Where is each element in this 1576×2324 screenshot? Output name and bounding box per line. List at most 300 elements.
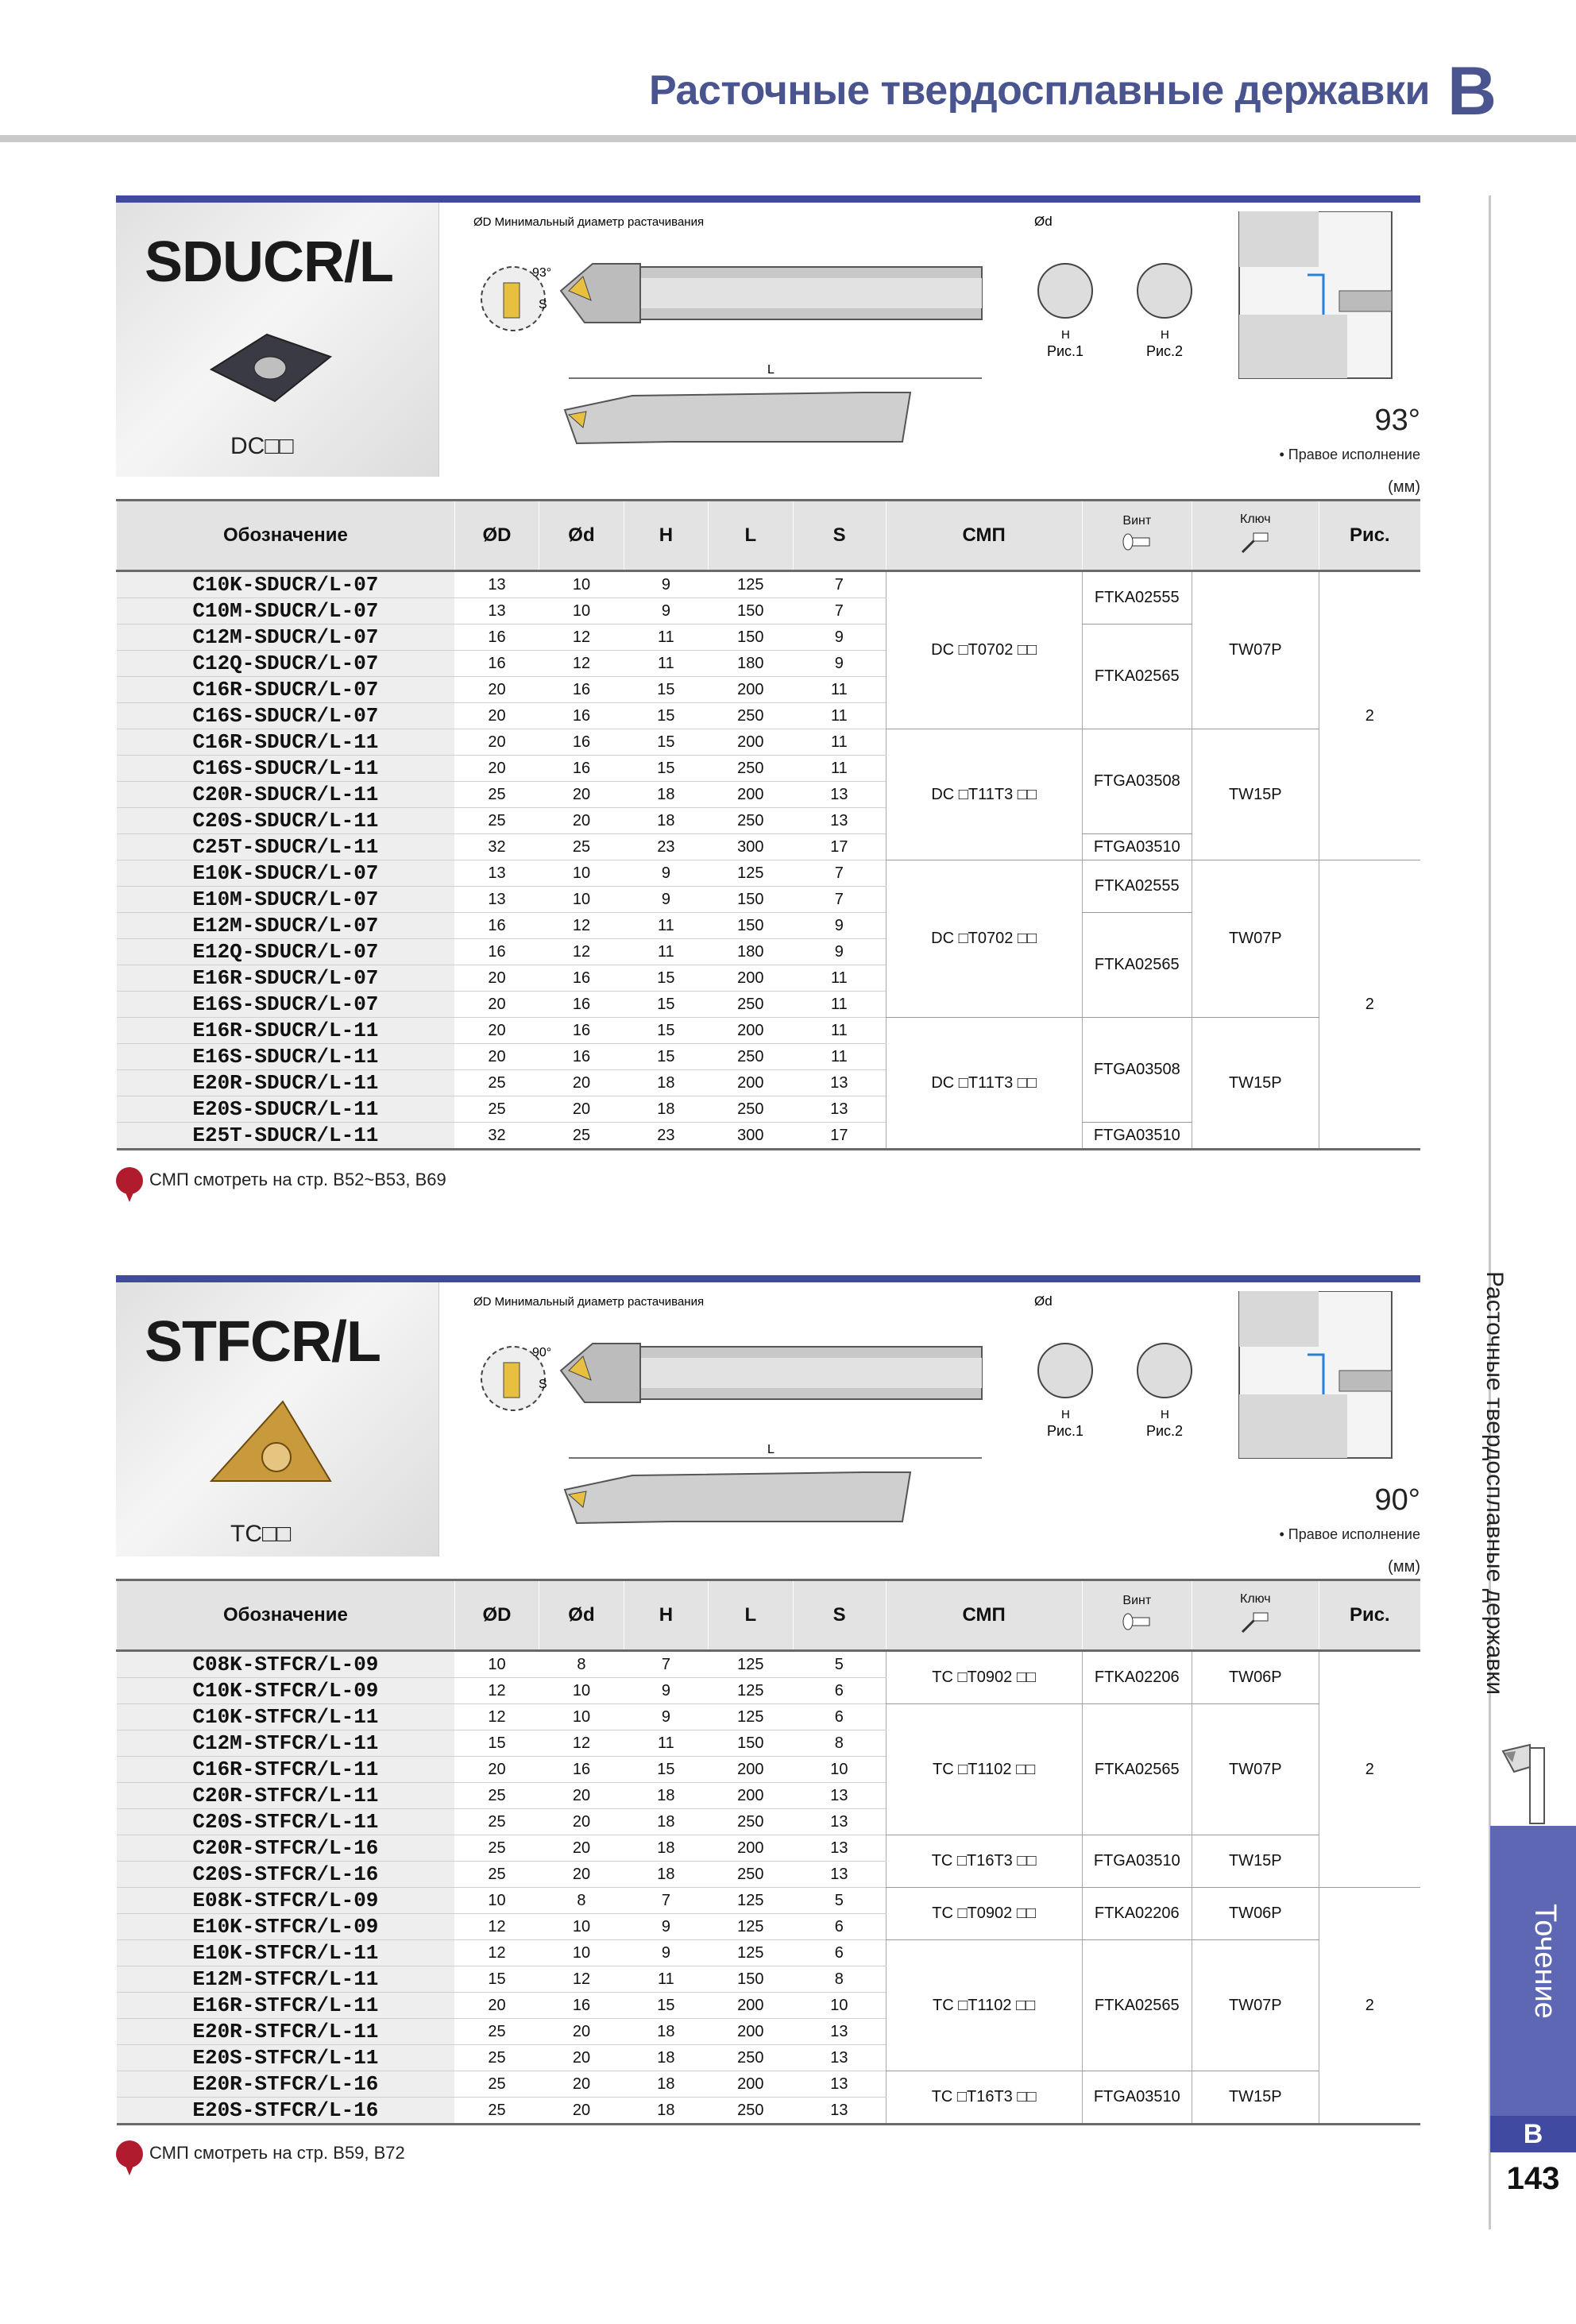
dim-L-cell: 200 — [709, 729, 793, 756]
dim-d-cell: 16 — [539, 1993, 624, 2019]
reference-text[interactable]: СМП смотреть на стр. B59, B72 — [149, 2143, 405, 2164]
key-cell: TW07P — [1192, 1940, 1319, 2071]
dim-S-cell: 13 — [793, 1862, 886, 1888]
screw-cell: FTGA03510 — [1082, 2071, 1192, 2125]
table-row — [117, 860, 1421, 887]
dim-D-cell: 25 — [454, 1783, 539, 1809]
designation-cell: C20S-STFCR/L-11 — [117, 1809, 455, 1835]
screw-cell: FTGA03510 — [1082, 834, 1192, 860]
dim-L-cell: 200 — [709, 2019, 793, 2045]
designation-cell: C20R-STFCR/L-11 — [117, 1783, 455, 1809]
key-cell: TW06P — [1192, 1651, 1319, 1704]
dim-d-cell: 12 — [539, 939, 624, 965]
designation-cell: E16R-STFCR/L-11 — [117, 1993, 455, 2019]
dim-L-cell: 150 — [709, 913, 793, 939]
screw-cell: FTKA02206 — [1082, 1888, 1192, 1940]
dim-H-cell: 15 — [624, 1018, 708, 1044]
col-header-screw — [1082, 501, 1192, 571]
designation-cell: E16R-SDUCR/L-07 — [117, 965, 455, 992]
dim-H-cell: 15 — [624, 703, 708, 729]
dim-d-cell: 16 — [539, 992, 624, 1018]
designation-cell: E20S-STFCR/L-16 — [117, 2098, 455, 2125]
dim-S-cell: 11 — [793, 729, 886, 756]
dim-D-cell: 25 — [454, 1862, 539, 1888]
holder-drawing — [450, 1291, 1420, 1529]
dim-H-cell: 9 — [624, 571, 708, 598]
dim-S-cell: 13 — [793, 1835, 886, 1862]
dim-d-cell: 20 — [539, 1835, 624, 1862]
screw-cell: FTGA03508 — [1082, 1018, 1192, 1123]
dim-d-cell: 16 — [539, 1044, 624, 1070]
dim-H-cell: 18 — [624, 1835, 708, 1862]
page-number: 143 — [1506, 2161, 1560, 2196]
key-icon — [1239, 1610, 1271, 1634]
dim-L-cell: 150 — [709, 1966, 793, 1993]
dim-H-cell: 18 — [624, 2098, 708, 2125]
designation-cell: C20R-STFCR/L-16 — [117, 1835, 455, 1862]
col-header-D: ØD — [454, 1580, 539, 1651]
dim-H-cell: 18 — [624, 1070, 708, 1096]
dim-L-cell: 250 — [709, 2098, 793, 2125]
dim-S-cell: 11 — [793, 756, 886, 782]
col-header-L: L — [709, 501, 793, 571]
dim-d-cell: 20 — [539, 2071, 624, 2098]
dim-H-cell: 18 — [624, 2071, 708, 2098]
sidebar-chapter-letter: B — [1490, 2116, 1576, 2152]
dim-L-cell: 200 — [709, 677, 793, 703]
dim-d-cell: 20 — [539, 2045, 624, 2071]
dim-S-cell: 9 — [793, 651, 886, 677]
dim-H-cell: 18 — [624, 1862, 708, 1888]
dim-D-cell: 25 — [454, 808, 539, 834]
dim-L-cell: 150 — [709, 625, 793, 651]
designation-cell: C20S-SDUCR/L-11 — [117, 808, 455, 834]
holder-drawing — [450, 211, 1420, 450]
approach-angle: 93° — [1374, 404, 1420, 437]
dim-S-cell: 11 — [793, 1044, 886, 1070]
dim-H-cell: 23 — [624, 1123, 708, 1150]
dim-S-cell: 11 — [793, 1018, 886, 1044]
table-row — [117, 2071, 1421, 2098]
dim-S-cell: 11 — [793, 703, 886, 729]
d-label: Ød — [1034, 214, 1053, 229]
dim-L-cell: 125 — [709, 1704, 793, 1730]
designation-cell: C10M-SDUCR/L-07 — [117, 598, 455, 625]
dim-S-cell: 11 — [793, 965, 886, 992]
col-header-fig: Рис. — [1319, 1580, 1420, 1651]
dim-D-cell: 20 — [454, 1044, 539, 1070]
dim-H-cell: 11 — [624, 651, 708, 677]
dim-S-cell: 5 — [793, 1651, 886, 1678]
dim-L-cell: 125 — [709, 1678, 793, 1704]
dim-S-cell: 13 — [793, 1070, 886, 1096]
reference-pin-icon — [116, 2140, 143, 2167]
col-header-D: ØD — [454, 501, 539, 571]
table-row — [117, 1704, 1421, 1730]
dim-D-cell: 20 — [454, 756, 539, 782]
angle-mark: 93° — [532, 266, 552, 280]
dim-S-cell: 7 — [793, 598, 886, 625]
dim-D-cell: 13 — [454, 571, 539, 598]
dim-L-cell: 200 — [709, 1757, 793, 1783]
dim-H-cell: 7 — [624, 1651, 708, 1678]
insert-cell: TC □T0902 □□ — [886, 1888, 1082, 1940]
key-cell: TW07P — [1192, 860, 1319, 1018]
dim-S-cell: 13 — [793, 808, 886, 834]
dim-D-cell: 15 — [454, 1730, 539, 1757]
table-row — [117, 729, 1421, 756]
dim-d-cell: 20 — [539, 1070, 624, 1096]
col-header-d: Ød — [539, 1580, 624, 1651]
insert-type-label: DC□□ — [230, 433, 294, 459]
dim-L-cell: 250 — [709, 808, 793, 834]
dim-D-cell: 16 — [454, 651, 539, 677]
section-top-bar — [116, 195, 1420, 203]
designation-cell: E16S-SDUCR/L-11 — [117, 1044, 455, 1070]
designation-cell: C10K-STFCR/L-11 — [117, 1704, 455, 1730]
reference-text[interactable]: СМП смотреть на стр. B52~B53, B69 — [149, 1169, 446, 1189]
designation-cell: E16R-SDUCR/L-11 — [117, 1018, 455, 1044]
dim-S-cell: 7 — [793, 887, 886, 913]
dim-S-cell: 13 — [793, 2045, 886, 2071]
dim-D-cell: 12 — [454, 1678, 539, 1704]
dim-L-cell: 200 — [709, 1783, 793, 1809]
col-header-S: S — [793, 501, 886, 571]
dim-L-cell: 200 — [709, 2071, 793, 2098]
col-header-key — [1192, 1580, 1319, 1651]
dim-S-cell: 13 — [793, 2098, 886, 2125]
designation-cell: C12M-STFCR/L-11 — [117, 1730, 455, 1757]
dim-D-cell: 20 — [454, 1018, 539, 1044]
screw-cell: FTKA02555 — [1082, 571, 1192, 625]
dim-S-cell: 17 — [793, 834, 886, 860]
dim-L-cell: 250 — [709, 1809, 793, 1835]
dim-H-cell: 9 — [624, 887, 708, 913]
dim-d-cell: 16 — [539, 756, 624, 782]
svg-text:H: H — [1061, 328, 1070, 342]
key-cell: TW15P — [1192, 2071, 1319, 2125]
dim-S-cell: 13 — [793, 1096, 886, 1123]
dim-L-cell: 250 — [709, 1862, 793, 1888]
dim-H-cell: 18 — [624, 2045, 708, 2071]
dim-d-cell: 16 — [539, 729, 624, 756]
dim-D-cell: 10 — [454, 1888, 539, 1914]
dim-L-cell: 180 — [709, 939, 793, 965]
designation-cell: E12M-STFCR/L-11 — [117, 1966, 455, 1993]
dim-L-cell: 180 — [709, 651, 793, 677]
dim-d-cell: 8 — [539, 1651, 624, 1678]
s-label: S — [539, 1378, 547, 1391]
screw-cell: FTKA02565 — [1082, 913, 1192, 1018]
designation-cell: C16R-STFCR/L-11 — [117, 1757, 455, 1783]
holder-section — [116, 1275, 1420, 2324]
dim-H-cell: 15 — [624, 1044, 708, 1070]
dim-D-cell: 13 — [454, 598, 539, 625]
insert-cell: TC □T1102 □□ — [886, 1704, 1082, 1835]
dim-H-cell: 11 — [624, 625, 708, 651]
dim-H-cell: 11 — [624, 939, 708, 965]
dim-d-cell: 16 — [539, 965, 624, 992]
dim-L-cell: 200 — [709, 1018, 793, 1044]
dim-L-cell: 200 — [709, 1993, 793, 2019]
dim-S-cell: 13 — [793, 2019, 886, 2045]
s-label: S — [539, 298, 547, 311]
dim-d-cell: 8 — [539, 1888, 624, 1914]
dim-D-cell: 12 — [454, 1914, 539, 1940]
designation-cell: E10K-STFCR/L-11 — [117, 1940, 455, 1966]
dim-d-cell: 20 — [539, 808, 624, 834]
page-title: Расточные твердосплавные державки — [648, 68, 1430, 114]
dim-d-cell: 10 — [539, 1678, 624, 1704]
dim-L-cell: 300 — [709, 1123, 793, 1150]
screw-label: Винт — [1122, 513, 1152, 528]
dim-S-cell: 13 — [793, 1783, 886, 1809]
key-cell: TW15P — [1192, 1018, 1319, 1150]
col-header-S: S — [793, 1580, 886, 1651]
holder-section — [116, 195, 1420, 1244]
dim-d-cell: 20 — [539, 2098, 624, 2125]
designation-cell: C12Q-SDUCR/L-07 — [117, 651, 455, 677]
dim-d-cell: 10 — [539, 571, 624, 598]
dim-S-cell: 5 — [793, 1888, 886, 1914]
dim-d-cell: 20 — [539, 1096, 624, 1123]
dim-d-cell: 12 — [539, 1730, 624, 1757]
screw-icon — [1121, 532, 1153, 552]
key-cell: TW15P — [1192, 729, 1319, 860]
fig1-label: Рис.1 — [1047, 1423, 1084, 1439]
dim-S-cell: 13 — [793, 2071, 886, 2098]
approach-angle: 90° — [1374, 1483, 1420, 1517]
dim-d-cell: 10 — [539, 1940, 624, 1966]
designation-cell: C20S-STFCR/L-16 — [117, 1862, 455, 1888]
dim-D-cell: 20 — [454, 992, 539, 1018]
holder-code-title: SDUCR/L — [145, 230, 393, 294]
col-header-designation: Обозначение — [117, 1580, 455, 1651]
l-label: L — [767, 1443, 774, 1456]
dim-H-cell: 15 — [624, 1757, 708, 1783]
dim-L-cell: 125 — [709, 1914, 793, 1940]
dim-D-cell: 25 — [454, 2098, 539, 2125]
dim-d-cell: 12 — [539, 1966, 624, 1993]
min-diameter-note: ØD Минимальный диаметр растачивания — [473, 1295, 705, 1309]
dim-H-cell: 15 — [624, 992, 708, 1018]
dim-S-cell: 13 — [793, 782, 886, 808]
dim-D-cell: 15 — [454, 1966, 539, 1993]
table-row — [117, 1888, 1421, 1914]
dim-D-cell: 32 — [454, 1123, 539, 1150]
holder-image-panel — [116, 203, 439, 477]
col-header-key — [1192, 501, 1319, 571]
fig1-label: Рис.1 — [1047, 343, 1084, 359]
dim-L-cell: 250 — [709, 703, 793, 729]
dim-L-cell: 125 — [709, 1940, 793, 1966]
dim-H-cell: 18 — [624, 1096, 708, 1123]
rhombic-insert-icon — [195, 306, 338, 425]
dim-d-cell: 25 — [539, 1123, 624, 1150]
spec-table — [116, 499, 1420, 1150]
designation-cell: E20S-STFCR/L-11 — [117, 2045, 455, 2071]
key-cell: TW07P — [1192, 571, 1319, 729]
dim-D-cell: 25 — [454, 2045, 539, 2071]
dim-d-cell: 10 — [539, 1704, 624, 1730]
screw-cell: FTKA02206 — [1082, 1651, 1192, 1704]
key-label: Ключ — [1240, 512, 1271, 526]
insert-cell: DC □T11T3 □□ — [886, 729, 1082, 860]
dim-D-cell: 12 — [454, 1704, 539, 1730]
dim-D-cell: 25 — [454, 2019, 539, 2045]
insert-cell: DC □T11T3 □□ — [886, 1018, 1082, 1150]
dim-d-cell: 20 — [539, 2019, 624, 2045]
dim-H-cell: 9 — [624, 860, 708, 887]
designation-cell: C16S-SDUCR/L-11 — [117, 756, 455, 782]
dim-L-cell: 300 — [709, 834, 793, 860]
dim-S-cell: 7 — [793, 571, 886, 598]
key-cell: TW07P — [1192, 1704, 1319, 1835]
dim-D-cell: 13 — [454, 860, 539, 887]
dim-D-cell: 25 — [454, 782, 539, 808]
screw-cell: FTGA03510 — [1082, 1123, 1192, 1150]
dim-d-cell: 12 — [539, 651, 624, 677]
angle-mark: 90° — [532, 1346, 552, 1359]
dim-H-cell: 11 — [624, 913, 708, 939]
dim-H-cell: 9 — [624, 1914, 708, 1940]
screw-label: Винт — [1122, 1593, 1152, 1607]
boring-bar-icon — [1498, 1740, 1557, 1827]
insert-type-label: TC□□ — [230, 1521, 292, 1547]
table-row — [117, 1940, 1421, 1966]
dim-H-cell: 9 — [624, 1940, 708, 1966]
dim-D-cell: 16 — [454, 913, 539, 939]
dim-L-cell: 200 — [709, 782, 793, 808]
l-label: L — [767, 363, 774, 377]
dim-D-cell: 25 — [454, 1096, 539, 1123]
col-header-L: L — [709, 1580, 793, 1651]
dim-H-cell: 15 — [624, 1993, 708, 2019]
designation-cell: E12Q-SDUCR/L-07 — [117, 939, 455, 965]
designation-cell: C16R-SDUCR/L-07 — [117, 677, 455, 703]
unit-label: (мм) — [1388, 1558, 1420, 1576]
insert-cell: TC □T0902 □□ — [886, 1651, 1082, 1704]
header-rule — [0, 135, 1576, 142]
dim-D-cell: 12 — [454, 1940, 539, 1966]
dim-D-cell: 20 — [454, 1757, 539, 1783]
dim-H-cell: 18 — [624, 2019, 708, 2045]
col-header-H: H — [624, 501, 708, 571]
designation-cell: C16S-SDUCR/L-07 — [117, 703, 455, 729]
dim-H-cell: 23 — [624, 834, 708, 860]
svg-text:H: H — [1161, 1408, 1169, 1421]
fig2-label: Рис.2 — [1146, 343, 1184, 359]
insert-reference — [116, 2140, 405, 2167]
dim-D-cell: 25 — [454, 1835, 539, 1862]
dim-D-cell: 10 — [454, 1651, 539, 1678]
dim-L-cell: 250 — [709, 1044, 793, 1070]
screw-cell: FTKA02565 — [1082, 625, 1192, 729]
screw-cell: FTKA02565 — [1082, 1704, 1192, 1835]
dim-S-cell: 10 — [793, 1993, 886, 2019]
fig2-label: Рис.2 — [1146, 1423, 1184, 1439]
dim-L-cell: 200 — [709, 965, 793, 992]
technical-drawing — [450, 211, 1420, 450]
dim-L-cell: 150 — [709, 598, 793, 625]
dim-L-cell: 200 — [709, 1835, 793, 1862]
dim-H-cell: 11 — [624, 1966, 708, 1993]
reference-pin-icon — [116, 1167, 143, 1194]
dim-S-cell: 17 — [793, 1123, 886, 1150]
dim-d-cell: 10 — [539, 1914, 624, 1940]
dim-H-cell: 9 — [624, 1678, 708, 1704]
section-top-bar — [116, 1275, 1420, 1282]
dim-L-cell: 150 — [709, 887, 793, 913]
table-row — [117, 1835, 1421, 1862]
dim-H-cell: 18 — [624, 1783, 708, 1809]
designation-cell: E20R-STFCR/L-11 — [117, 2019, 455, 2045]
dim-S-cell: 6 — [793, 1678, 886, 1704]
dim-L-cell: 250 — [709, 756, 793, 782]
table-row — [117, 1651, 1421, 1678]
dim-H-cell: 18 — [624, 1809, 708, 1835]
key-cell: TW15P — [1192, 1835, 1319, 1888]
designation-cell: C25T-SDUCR/L-11 — [117, 834, 455, 860]
dim-d-cell: 12 — [539, 913, 624, 939]
unit-label: (мм) — [1388, 478, 1420, 496]
screw-cell: FTGA03508 — [1082, 729, 1192, 834]
designation-cell: E20R-STFCR/L-16 — [117, 2071, 455, 2098]
dim-D-cell: 25 — [454, 2071, 539, 2098]
dim-L-cell: 125 — [709, 571, 793, 598]
dim-H-cell: 15 — [624, 729, 708, 756]
designation-cell: E10K-STFCR/L-09 — [117, 1914, 455, 1940]
dim-S-cell: 6 — [793, 1940, 886, 1966]
dim-d-cell: 16 — [539, 703, 624, 729]
dim-L-cell: 250 — [709, 992, 793, 1018]
designation-cell: C16R-SDUCR/L-11 — [117, 729, 455, 756]
holder-code-title: STFCR/L — [145, 1310, 380, 1374]
dim-S-cell: 7 — [793, 860, 886, 887]
dim-d-cell: 16 — [539, 1757, 624, 1783]
col-header-H: H — [624, 1580, 708, 1651]
key-icon — [1239, 530, 1271, 554]
col-header-designation: Обозначение — [117, 501, 455, 571]
dim-L-cell: 125 — [709, 860, 793, 887]
dim-H-cell: 15 — [624, 965, 708, 992]
dim-H-cell: 18 — [624, 808, 708, 834]
designation-cell: E20R-SDUCR/L-11 — [117, 1070, 455, 1096]
dim-L-cell: 125 — [709, 1888, 793, 1914]
dim-d-cell: 20 — [539, 1783, 624, 1809]
sidebar-vertical-title: Расточные твердосплавные державки — [1481, 1271, 1508, 1696]
designation-cell: E20S-SDUCR/L-11 — [117, 1096, 455, 1123]
dim-S-cell: 11 — [793, 677, 886, 703]
insert-cell: TC □T1102 □□ — [886, 1940, 1082, 2071]
fig-cell: 2 — [1319, 1888, 1420, 2125]
dim-d-cell: 25 — [539, 834, 624, 860]
dim-S-cell: 10 — [793, 1757, 886, 1783]
fig-cell: 2 — [1319, 1651, 1420, 1888]
triangular-insert-icon — [195, 1386, 338, 1505]
hand-note: • Правое исполнение — [1279, 447, 1420, 462]
dim-H-cell: 9 — [624, 1704, 708, 1730]
insert-cell: DC □T0702 □□ — [886, 571, 1082, 729]
dim-D-cell: 16 — [454, 625, 539, 651]
d-label: Ød — [1034, 1293, 1053, 1309]
screw-cell: FTGA03510 — [1082, 1835, 1192, 1888]
key-cell: TW06P — [1192, 1888, 1319, 1940]
dim-d-cell: 10 — [539, 887, 624, 913]
dim-d-cell: 16 — [539, 1018, 624, 1044]
dim-D-cell: 25 — [454, 1809, 539, 1835]
dim-L-cell: 250 — [709, 2045, 793, 2071]
